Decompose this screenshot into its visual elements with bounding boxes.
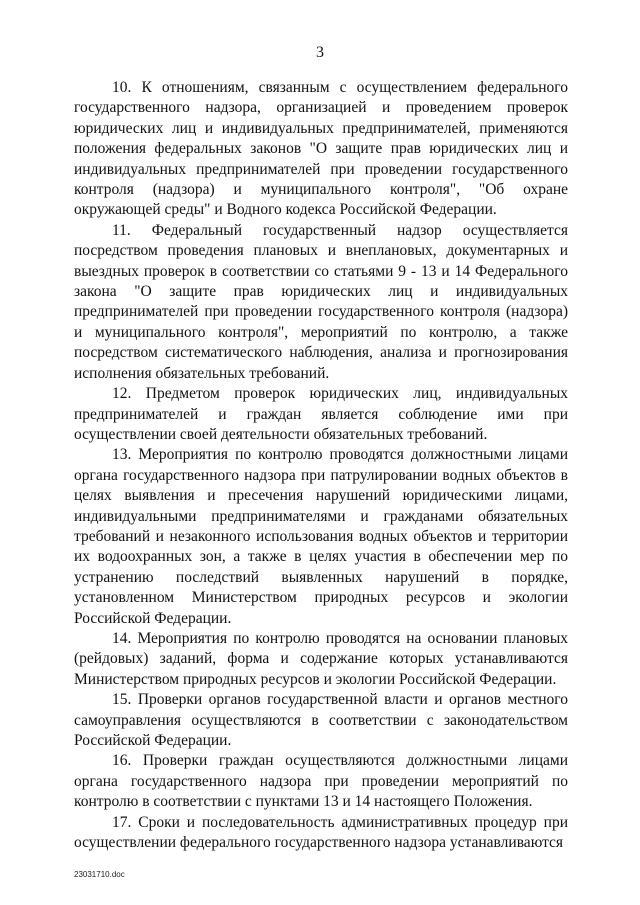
paragraph-16: 16. Проверки граждан осуществляются должностными лицами органа государственного надзора при проведении мероприятий по контролю в соответствии с пунктами 13 и 14 настоящего Положения.	[74, 752, 568, 811]
paragraph-10: 10. К отношениям, связанным с осуществлением федерального государственного надзора, организацией и проведением проверок юридических лиц и индивидуальных предпринимателей, применяются положения федеральных законов "О защите прав юридических лиц и индивидуальных предпринимателей при проведении государственного контроля (надзора) и муниципального контроля", "Об охране окружающей среды" и Водного кодекса Российской Федерации.	[74, 79, 568, 219]
paragraph-12: 12. Предметом проверок юридических лиц, индивидуальных предпринимателей и граждан является соблюдение ими при осуществлении своей деятельности обязательных требований.	[74, 385, 568, 443]
paragraph-13: 13. Мероприятия по контролю проводятся должностными лицами органа государственного надзора при патрулировании водных объектов в целях выявления и пресечения нарушений юридическими лицами, индивидуальными предпринимателями и гражданами обязательных требований и незаконного использования водных объектов и территории их водоохранных зон, а также в целях участия в обеспечении мер по устранению последствий выявленных нарушений в порядке, установленном Министерством природных ресурсов и экологии Российской Федерации.	[74, 446, 568, 627]
page-number: 3	[316, 44, 324, 61]
paragraph-15: 15. Проверки органов государственной власти и органов местного самоуправления осуществляются в соответствии с законодательством Российской Федерации.	[74, 691, 568, 749]
document-filename: 23031710.doc	[74, 870, 125, 879]
paragraph-11: 11. Федеральный государственный надзор осуществляется посредством проведения плановых и внеплановых, документарных и выездных проверок в соответствии со статьями 9 - 13 и 14 Федерального закона "О защите прав юридических лиц и индивидуальных предпринимателей при проведении государственного контроля (надзора) и муниципального контроля", мероприятий по контролю, а также посредством систематического наблюдения, анализа и прогнозирования исполнения обязательных требований.	[74, 221, 568, 382]
paragraph-17: 17. Сроки и последовательность административных процедур при осуществлении федерального государственного надзора устанавливаются	[74, 813, 568, 852]
paragraph-14: 14. Мероприятия по контролю проводятся на основании плановых (рейдовых) заданий, форма и содержание которых устанавливаются Министерством природных ресурсов и экологии Российской Федерации.	[74, 629, 568, 688]
document-body	[74, 78, 568, 853]
